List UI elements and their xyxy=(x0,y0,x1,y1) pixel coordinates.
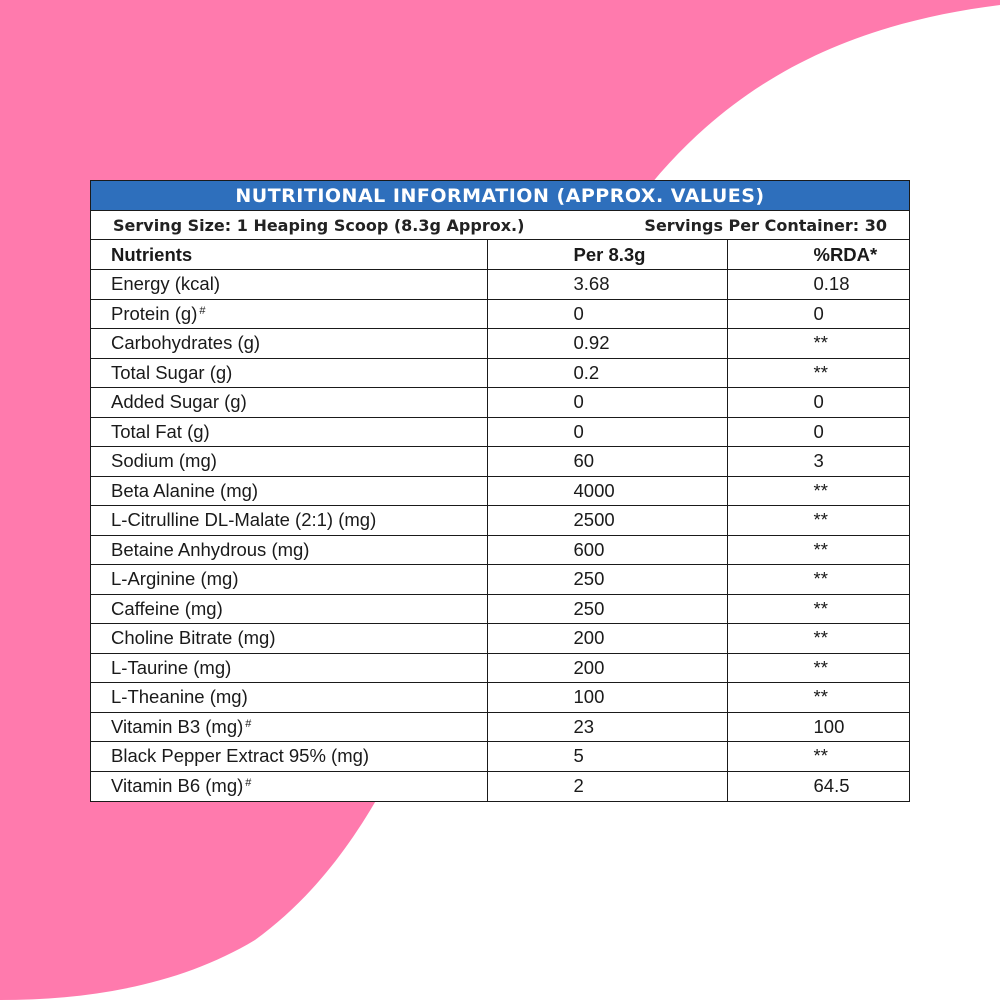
nutrient-rda: ** xyxy=(727,683,909,713)
nutrient-value: 250 xyxy=(487,565,727,595)
nutrient-value: 60 xyxy=(487,447,727,477)
nutrient-value: 3.68 xyxy=(487,270,727,300)
nutrient-rda: 0 xyxy=(727,417,909,447)
table-row xyxy=(91,299,909,329)
nutrient-value: 2500 xyxy=(487,506,727,536)
nutrient-name: Protein (g) # xyxy=(91,299,487,329)
nutrient-rda: ** xyxy=(727,653,909,683)
nutrient-value: 100 xyxy=(487,683,727,713)
nutrient-name: L-Theanine (mg) xyxy=(91,683,487,713)
footnote-mark: # xyxy=(245,717,252,730)
table-body xyxy=(91,270,909,801)
nutrient-rda: ** xyxy=(727,358,909,388)
nutrient-rda: ** xyxy=(727,329,909,359)
servings-per-container: Servings Per Container: 30 xyxy=(644,215,887,235)
table-row xyxy=(91,653,909,683)
nutrient-name: Added Sugar (g) xyxy=(91,388,487,418)
table-row xyxy=(91,683,909,713)
nutrient-value: 5 xyxy=(487,742,727,772)
nutrient-name: Vitamin B3 (mg) # xyxy=(91,712,487,742)
nutrient-value: 0.92 xyxy=(487,329,727,359)
table-header-row xyxy=(91,240,909,270)
nutrient-rda: ** xyxy=(727,565,909,595)
nutrient-name: Caffeine (mg) xyxy=(91,594,487,624)
table-row xyxy=(91,535,909,565)
nutrient-rda: 3 xyxy=(727,447,909,477)
nutrient-rda: 64.5 xyxy=(727,771,909,801)
table-row xyxy=(91,329,909,359)
nutrient-rda: 100 xyxy=(727,712,909,742)
nutrient-rda: 0 xyxy=(727,388,909,418)
nutrient-rda: ** xyxy=(727,594,909,624)
nutrient-rda: ** xyxy=(727,506,909,536)
nutrient-value: 23 xyxy=(487,712,727,742)
nutrient-value: 600 xyxy=(487,535,727,565)
nutrient-name: L-Taurine (mg) xyxy=(91,653,487,683)
nutrient-name: Black Pepper Extract 95% (mg) xyxy=(91,742,487,772)
header-nutrients: Nutrients xyxy=(91,240,487,270)
nutrient-rda: ** xyxy=(727,535,909,565)
header-per-serving: Per 8.3g xyxy=(487,240,727,270)
nutrient-rda: ** xyxy=(727,742,909,772)
nutrient-value: 4000 xyxy=(487,476,727,506)
table-row xyxy=(91,712,909,742)
nutrition-table xyxy=(91,240,909,801)
table-row xyxy=(91,476,909,506)
table-row xyxy=(91,358,909,388)
table-row xyxy=(91,565,909,595)
nutrient-value: 250 xyxy=(487,594,727,624)
nutrient-name: L-Arginine (mg) xyxy=(91,565,487,595)
nutrient-value: 0 xyxy=(487,388,727,418)
nutrition-panel xyxy=(90,180,910,802)
nutrient-value: 0 xyxy=(487,417,727,447)
nutrient-name: Sodium (mg) xyxy=(91,447,487,477)
table-row xyxy=(91,447,909,477)
table-row xyxy=(91,594,909,624)
nutrient-value: 2 xyxy=(487,771,727,801)
nutrient-rda: 0 xyxy=(727,299,909,329)
table-row xyxy=(91,388,909,418)
table-row xyxy=(91,417,909,447)
nutrient-name: Choline Bitrate (mg) xyxy=(91,624,487,654)
nutrient-name: Total Fat (g) xyxy=(91,417,487,447)
nutrient-value: 0 xyxy=(487,299,727,329)
header-rda: %RDA* xyxy=(727,240,909,270)
nutrient-name: Total Sugar (g) xyxy=(91,358,487,388)
table-row xyxy=(91,624,909,654)
footnote-mark: # xyxy=(245,777,252,789)
nutrient-name: Betaine Anhydrous (mg) xyxy=(91,535,487,565)
serving-size: Serving Size: 1 Heaping Scoop (8.3g Approx.) xyxy=(113,215,525,235)
nutrient-value: 0.2 xyxy=(487,358,727,388)
nutrient-name: Vitamin B6 (mg) # xyxy=(111,775,252,796)
table-row xyxy=(91,742,909,772)
nutrient-name: Energy (kcal) xyxy=(91,270,487,300)
panel-title: NUTRITIONAL INFORMATION (APPROX. VALUES) xyxy=(91,181,909,211)
nutrient-rda: ** xyxy=(727,624,909,654)
nutrient-rda: 0.18 xyxy=(727,270,909,300)
nutrient-value: 200 xyxy=(487,624,727,654)
nutrient-name: L-Citrulline DL-Malate (2:1) (mg) xyxy=(91,506,487,536)
nutrient-name: Carbohydrates (g) xyxy=(91,329,487,359)
nutrient-value: 200 xyxy=(487,653,727,683)
table-row xyxy=(91,270,909,300)
table-row xyxy=(91,771,909,801)
nutrient-name: Beta Alanine (mg) xyxy=(91,476,487,506)
table-row xyxy=(91,506,909,536)
serving-info xyxy=(91,211,909,240)
nutrient-rda: ** xyxy=(727,476,909,506)
footnote-mark: # xyxy=(199,304,206,317)
